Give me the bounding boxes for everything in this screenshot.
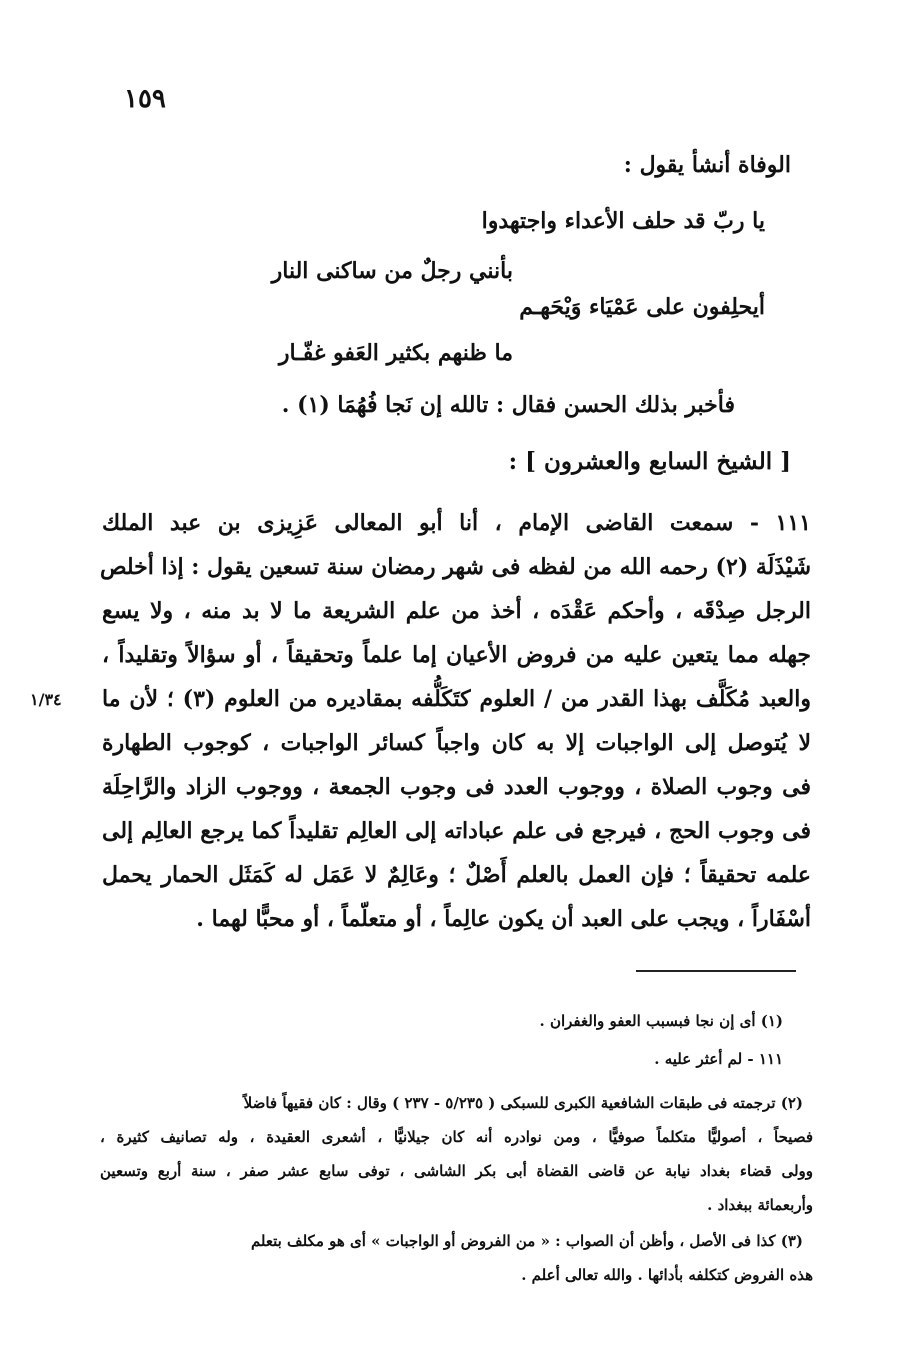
footnote-line: هذه الفروض كتكلفه بأدائها . والله تعالى أعلم .	[521, 1266, 813, 1284]
footnote-line: فصيحاً ، أصوليًّا متكلماً صوفيًّا ، ومن نوادره أنه كان جيلانيًّا ، أشعرى العقيدة ، وله تصانيف كثيرة ،	[100, 1128, 813, 1146]
body-line: علمه تحقيقاً ؛ فإن العمل بالعلم أَصْلٌ ؛ وعَالِمٌ لا عَمَل له كَمَثَل الحمار يحمل	[102, 862, 811, 888]
body-line: لا يُتوصل إلى الواجبات إلا به كان واجباً كسائر الواجبات ، كوجوب الطهارة	[102, 730, 811, 756]
footnote-line: (١) أى إن نجا فبسبب العفو والغفران .	[539, 1012, 783, 1030]
body-line: ١١١ - سمعت القاضى الإمام ، أنا أبو المعالى عَزِيزى بن عبد الملك	[102, 510, 811, 536]
body-line: فى وجوب الصلاة ، ووجوب العدد فى وجوب الجمعة ، ووجوب الزاد والرَّاحِلَة	[102, 774, 811, 800]
section-heading: [ الشيخ السابع والعشرون ] :	[508, 448, 791, 475]
footnote-divider	[636, 970, 796, 972]
manuscript-folio-note: ١/٣٤	[30, 690, 62, 709]
footnote-line: (٢) ترجمته فى طبقات الشافعية الكبرى للسبكى ( ٥/٢٣٥ - ٢٣٧ ) وقال : كان فقيهاً فاضلاً	[243, 1094, 803, 1112]
verse-line: بأنني رجلٌ من ساكنى النار	[271, 258, 513, 284]
body-line: الرجل صِدْقَه ، وأحكم عَقْدَه ، أخذ من علم الشريعة ما لا بد منه ، ولا يسع	[102, 598, 811, 624]
intro-line: الوفاة أنشأ يقول :	[623, 152, 791, 178]
closing-line: فأخبر بذلك الحسن فقال : تالله إن نَجا فُهُمَا (١) .	[281, 392, 735, 418]
body-line: أسْفَاراً ، ويجب على العبد أن يكون عالِماً ، أو متعلّماً ، أو محبًّا لهما .	[196, 906, 811, 932]
verse-line: يا ربّ قد حلف الأعداء واجتهدوا	[481, 208, 765, 234]
body-line: فى وجوب الحج ، فيرجع فى علم عباداته إلى العالِم تقليداً كما يرجع العالِم إلى	[102, 818, 811, 844]
body-line: والعبد مُكَلَّف بهذا القدر من / العلوم كتَكَلُّفه بمقاديره من العلوم (٣) ؛ لأن ما	[102, 686, 811, 712]
footnote-line: (٣) كذا فى الأصل ، وأظن أن الصواب : « من الفروض أو الواجبات » أى هو مكلف بتعلم	[250, 1232, 803, 1250]
body-line: شَيْذَلَة (٢) رحمه الله من لفظه فى شهر رمضان سنة تسعين يقول : إذا أخلص	[99, 554, 811, 580]
footnote-line: وولى قضاء بغداد نيابة عن قاضى القضاة أبى بكر الشاشى ، توفى سابع عشر صفر ، سنة أربع وتسعين	[100, 1162, 813, 1180]
footnote-line: وأربعمائة ببغداد .	[707, 1196, 813, 1214]
footnote-line: ١١١ - لم أعثر عليه .	[654, 1050, 783, 1068]
verse-line: ما ظنهم بكثير العَفو غفّـار	[278, 340, 513, 366]
body-line: جهله مما يتعين عليه من فروض الأعيان إما علماً وتحقيقاً ، أو سؤالاً وتقليداً ،	[102, 642, 811, 668]
page-number: ١٥٩	[124, 84, 166, 114]
verse-line: أيحلِفون على عَمْيَاء وَيْحَهـم	[519, 294, 765, 320]
